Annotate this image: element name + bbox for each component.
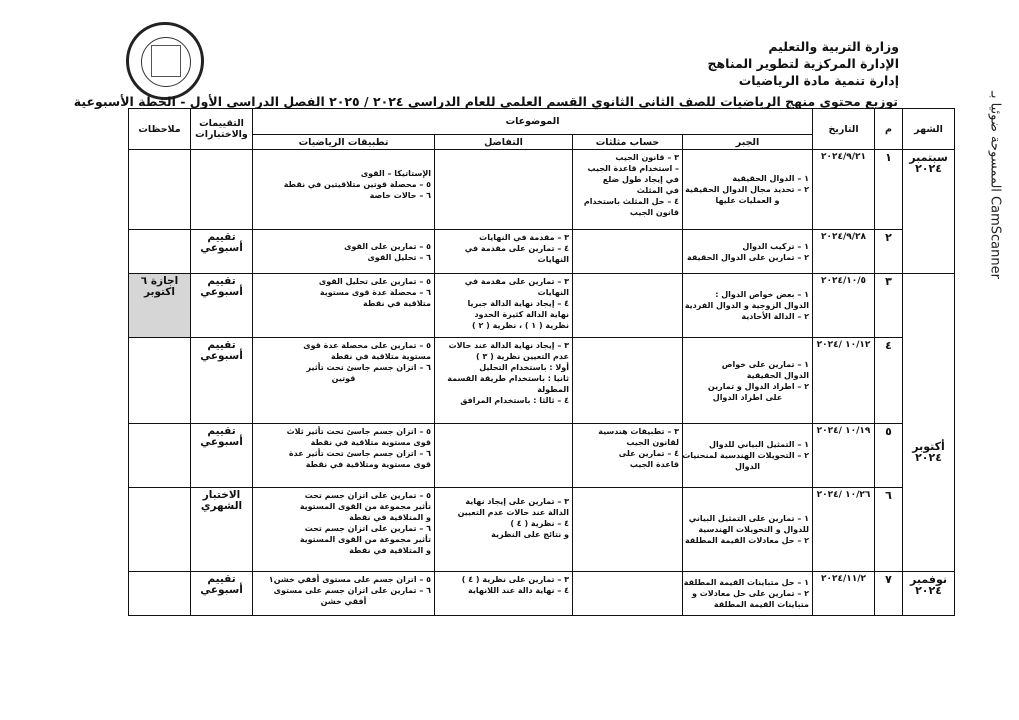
topic-line: ٤ – نظرية ( ٤ ) bbox=[510, 519, 570, 528]
topic-line: متلاقية في نقطة bbox=[363, 299, 432, 308]
topic-line: ٤ – تمارين على bbox=[618, 449, 680, 458]
topic-line: ٤ – تمارين على مقدمة في bbox=[464, 244, 570, 253]
header-trig: حساب مثلثات bbox=[573, 135, 683, 150]
row-eval: الاختبار الشهري bbox=[191, 488, 253, 572]
row-num: ١ bbox=[875, 150, 903, 230]
camscanner-watermark: الممسوحة ضوئيا بـ CamScanner bbox=[987, 91, 1003, 279]
topic-line: ٤ – ثالثا : باستخدام المرافق bbox=[460, 396, 570, 405]
row-algebra bbox=[683, 338, 813, 424]
topic-line: المطولة bbox=[537, 385, 570, 394]
row-applied bbox=[253, 338, 435, 424]
row-num: ٧ bbox=[875, 572, 903, 616]
topic-line: ٣ – إيجاد نهاية الدالة عند حالات bbox=[448, 341, 570, 350]
header-eval: التقييمات والاختبارات bbox=[191, 109, 253, 150]
row-num: ٦ bbox=[875, 488, 903, 572]
topic-line: ٥ – تمارين على تحليل القوى bbox=[318, 277, 432, 286]
row-algebra bbox=[683, 150, 813, 230]
ministry-logo bbox=[126, 22, 204, 100]
topic-line: قانون الجيب bbox=[629, 208, 680, 217]
row-calculus bbox=[435, 230, 573, 274]
row-applied bbox=[253, 230, 435, 274]
header-calculus: التفاضل bbox=[435, 135, 573, 150]
topic-line: ٦ – تحليل القوى bbox=[367, 252, 432, 262]
month-oct: أكتوبر ٢٠٢٤ bbox=[903, 274, 955, 572]
topic-line: النهايات bbox=[537, 255, 570, 264]
topic-line: تأثير مجموعة من القوى المستوية bbox=[299, 535, 432, 544]
topic-line: ١ – تمارين على خواص bbox=[721, 359, 810, 369]
row-applied bbox=[253, 274, 435, 338]
topic-line: ٦ – تمارين على اتزان جسم تحت bbox=[304, 524, 432, 533]
row-notes bbox=[129, 230, 191, 274]
row-calculus bbox=[435, 274, 573, 338]
row-calculus bbox=[435, 488, 573, 572]
header-topics: الموضوعات bbox=[253, 109, 813, 135]
topic-line: ١ – الدوال الحقيقية bbox=[732, 174, 810, 183]
topic-line: ٣ – تمارين على مقدمة في bbox=[464, 277, 570, 286]
topic-line: ٢ – التحويلات الهندسية لمنحنيات bbox=[682, 451, 810, 460]
topic-line: ١ – بعض خواص الدوال : bbox=[715, 290, 810, 299]
row-eval: تقييم أسبوعي bbox=[191, 572, 253, 616]
row-calculus bbox=[435, 424, 573, 488]
row-calculus bbox=[435, 572, 573, 616]
topic-line: ٦ – اتزان جسم جاسئ تحت تأثير عدة bbox=[288, 449, 432, 458]
topic-line: ١ – حل متباينات القيمة المطلقة bbox=[683, 578, 810, 587]
row-trig bbox=[573, 338, 683, 424]
row-algebra bbox=[683, 488, 813, 572]
topic-line: ٣ – تطبيقات هندسية bbox=[598, 427, 680, 436]
topic-line: على اطراد الدوال bbox=[712, 392, 783, 402]
topic-line: نظرية ( ١ ) ، نظرية ( ٢ ) bbox=[472, 321, 570, 330]
row-applied bbox=[253, 150, 435, 230]
topic-line: ٢ – اطراد الدوال و تمارين bbox=[707, 381, 810, 391]
eagle-emblem-icon bbox=[151, 45, 181, 77]
topic-line: ٢ – حل معادلات القيمة المطلقة bbox=[684, 536, 810, 545]
row-algebra bbox=[683, 274, 813, 338]
table-row bbox=[129, 150, 955, 230]
topic-line: في إيجاد طول ضلع bbox=[602, 175, 680, 184]
topic-line: لقانون الجيب bbox=[626, 438, 680, 447]
row-notes bbox=[129, 150, 191, 230]
topic-line: ٦ – اتزان جسم جاسئ تحت تأثير bbox=[306, 363, 432, 372]
topic-line: ٢ – تمارين على حل معادلات و bbox=[691, 589, 810, 598]
row-eval: تقييم أسبوعي bbox=[191, 230, 253, 274]
topic-line: متباينات القيمة المطلقة bbox=[713, 600, 810, 609]
row-num: ٤ bbox=[875, 338, 903, 424]
row-trig bbox=[573, 572, 683, 616]
month-sep: سبتمبر ٢٠٢٤ bbox=[903, 150, 955, 274]
topic-line: أولا : باستخدام التحليل bbox=[479, 363, 570, 372]
table-row bbox=[129, 274, 955, 338]
row-trig bbox=[573, 230, 683, 274]
row-eval bbox=[191, 150, 253, 230]
row-num: ٣ bbox=[875, 274, 903, 338]
row-trig bbox=[573, 488, 683, 572]
document-title: توزيع محتوى منهج الرياضيات للصف الثانى الثانوي القسم العلمي للعام الدراسي ٢٠٢٤ / ٢٠٢٥ الفصل الدراسي الأول - الخطة الأسبوعية bbox=[73, 94, 898, 109]
table-row bbox=[129, 424, 955, 488]
topic-line: ٢ – الدالة الأحادية bbox=[741, 312, 810, 321]
row-notes bbox=[129, 488, 191, 572]
topic-line: و نتائج على النظرية bbox=[491, 530, 570, 539]
topic-line: ثانيا : باستخدام طريقة القسمة bbox=[447, 374, 570, 383]
topic-line: عدم التعيين نظرية ( ٣ ) bbox=[476, 352, 570, 361]
topic-line: الإستاتيكا – القوى bbox=[360, 169, 432, 178]
row-num: ٥ bbox=[875, 424, 903, 488]
header-month: الشهر bbox=[903, 109, 955, 150]
ministry-header bbox=[708, 38, 900, 89]
topic-line: قوى مستوية ومتلاقية في نقطة bbox=[305, 460, 432, 469]
topic-line: ٣ – تمارين على إيجاد نهاية bbox=[465, 497, 570, 506]
header-line-ministry: وزارة التربية والتعليم bbox=[768, 39, 899, 54]
table-row bbox=[129, 230, 955, 274]
topic-line: ٦ – تمارين على اتزان جسم على مستوى bbox=[273, 586, 432, 595]
row-date: ١٠/٢٦ /٢٠٢٤ bbox=[813, 488, 875, 572]
topic-line: قوتين bbox=[331, 374, 356, 383]
topic-line: ٦ – محصلة عدة قوى مستوية bbox=[319, 288, 432, 297]
row-eval: تقييم أسبوعي bbox=[191, 274, 253, 338]
topic-line: الدوال الزوجية و الدوال الفردية bbox=[684, 301, 810, 310]
table-row bbox=[129, 488, 955, 572]
topic-line: ٤ – حل المثلث باستخدام bbox=[583, 197, 680, 206]
topic-line: ٥ – تمارين على القوى bbox=[344, 241, 432, 251]
topic-line: ١ – التمثيل البياني للدوال bbox=[709, 440, 810, 449]
row-date: ١٠/١٩ /٢٠٢٤ bbox=[813, 424, 875, 488]
topic-line: للدوال و التحويلات الهندسية bbox=[698, 525, 810, 534]
row-calculus bbox=[435, 338, 573, 424]
weekly-plan-table bbox=[128, 108, 955, 616]
topic-line: و المتلاقية في نقطة bbox=[349, 546, 432, 555]
row-algebra bbox=[683, 572, 813, 616]
header-line-central-admin: الإدارة المركزية لتطوير المناهج bbox=[707, 56, 899, 71]
topic-line: ٦ – حالات خاصة bbox=[369, 191, 432, 200]
month-nov: نوفمبر ٢٠٢٤ bbox=[903, 572, 955, 616]
row-date: ٢٠٢٤/٩/٢٨ bbox=[813, 230, 875, 274]
row-date: ٢٠٢٤/٩/٢١ bbox=[813, 150, 875, 230]
topic-line: تأثير مجموعة من القوى المستوية bbox=[299, 502, 432, 511]
topic-line: الدالة عند حالات عدم التعيين bbox=[457, 508, 570, 517]
row-eval: تقييم أسبوعي bbox=[191, 338, 253, 424]
row-notes bbox=[129, 572, 191, 616]
row-applied bbox=[253, 572, 435, 616]
topic-line: ٤ – نهاية دالة عند اللانهاية bbox=[468, 586, 570, 595]
topic-line: قوى مستوية متلاقية في نقطة bbox=[310, 438, 432, 447]
row-notes-holiday: اجازة ٦ اكتوبر bbox=[129, 274, 191, 338]
topic-line: ٥ – اتزان جسم جاسئ تحت تأثير ثلاث bbox=[286, 427, 432, 436]
row-trig bbox=[573, 424, 683, 488]
row-eval: تقييم أسبوعي bbox=[191, 424, 253, 488]
row-date: ٢٠٢٤/١١/٢ bbox=[813, 572, 875, 616]
topic-line: الدوال الحقيقية bbox=[746, 370, 810, 380]
row-algebra bbox=[683, 230, 813, 274]
topic-line: ٥ – تمارين على محصلة عدة قوى bbox=[303, 341, 432, 350]
row-algebra bbox=[683, 424, 813, 488]
topic-line: في المثلث bbox=[636, 186, 680, 195]
row-applied bbox=[253, 424, 435, 488]
row-num: ٢ bbox=[875, 230, 903, 274]
topic-line: – استخدام قاعدة الجيب bbox=[587, 164, 680, 173]
topic-line: ٢ – تمارين على الدوال الحقيقة bbox=[687, 252, 810, 262]
table-row bbox=[129, 572, 955, 616]
topic-line: و العمليات عليها bbox=[715, 196, 780, 205]
row-trig bbox=[573, 150, 683, 230]
topic-line: ٥ – محصلة قوتين متلاقيتين في نقطة bbox=[283, 180, 432, 189]
topic-line: الدوال bbox=[735, 462, 761, 471]
header-line-math-dept: إدارة تنمية مادة الرياضيات bbox=[738, 73, 899, 88]
row-date: ١٠/١٢ /٢٠٢٤ bbox=[813, 338, 875, 424]
table-row bbox=[129, 338, 955, 424]
topic-line: ٢ – تحديد مجال الدوال الحقيقية bbox=[685, 185, 810, 194]
topic-line: ٣ – مقدمة في النهايات bbox=[479, 233, 570, 242]
topic-line: أفقي خشن bbox=[320, 597, 367, 606]
topic-line: و المتلاقية في نقطة bbox=[349, 513, 432, 522]
row-trig bbox=[573, 274, 683, 338]
header-notes: ملاحظات bbox=[129, 109, 191, 150]
topic-line: النهايات bbox=[537, 288, 570, 297]
topic-line: ٥ – تمارين على اتزان جسم تحت bbox=[304, 491, 432, 500]
topic-line: نهاية الدالة كثيرة الحدود bbox=[474, 310, 570, 319]
row-notes bbox=[129, 338, 191, 424]
topic-line: ٣ – تمارين على نظرية ( ٤ ) bbox=[461, 575, 570, 584]
row-date: ٢٠٢٤/١٠/٥ bbox=[813, 274, 875, 338]
header-applied: تطبيقات الرياضيات bbox=[253, 135, 435, 150]
topic-line: ١ – تركيب الدوال bbox=[742, 241, 810, 251]
header-date: التاريخ bbox=[813, 109, 875, 150]
row-applied bbox=[253, 488, 435, 572]
topic-line: قاعدة الجيب bbox=[629, 460, 680, 469]
header-num: م bbox=[875, 109, 903, 150]
topic-line: ١ – تمارين على التمثيل البياني bbox=[688, 514, 810, 523]
topic-line: ٥ – اتزان جسم على مستوى أفقي خشن١ bbox=[268, 575, 432, 584]
topic-line: ٣ – قانون الجيب bbox=[615, 153, 680, 162]
row-notes bbox=[129, 424, 191, 488]
topic-line: ٤ – إيجاد نهاية الدالة جبريا bbox=[467, 299, 570, 308]
topic-line: مستوية متلاقية في نقطة bbox=[331, 352, 432, 361]
row-calculus bbox=[435, 150, 573, 230]
header-algebra: الجبر bbox=[683, 135, 813, 150]
